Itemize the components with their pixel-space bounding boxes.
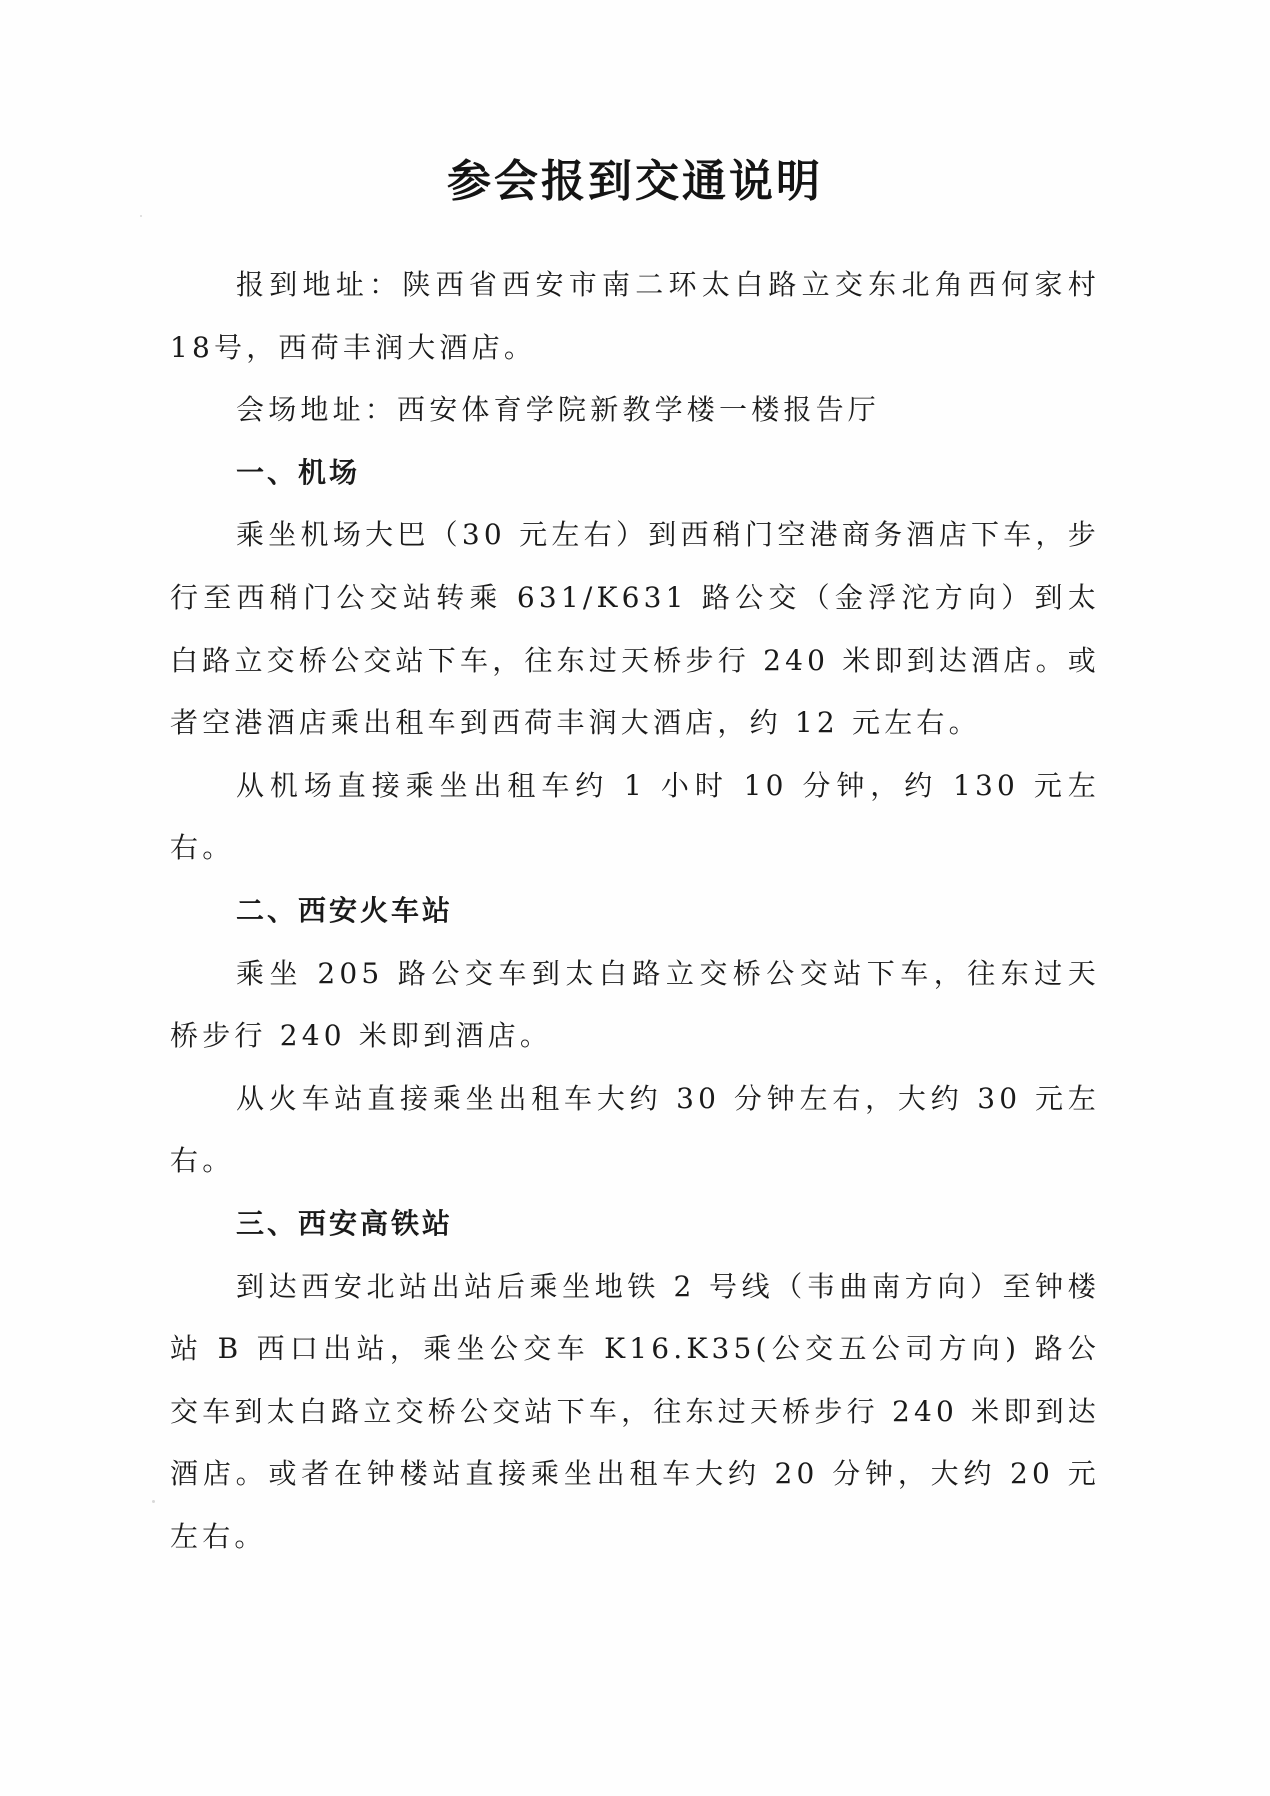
paragraph-railway-taxi: 从火车站直接乘坐出租车大约 30 分钟左右，大约 30 元左右。 bbox=[170, 1081, 1100, 1178]
document-body bbox=[170, 254, 1100, 1568]
scan-speck bbox=[152, 1500, 155, 1503]
section-heading-high-speed-rail: 三、西安高铁站 bbox=[236, 1206, 454, 1240]
paragraph-registration-address: 报到地址：陕西省西安市南二环太白路立交东北角西何家村18号，西荷丰润大酒店。 bbox=[170, 268, 1100, 364]
section-heading-airport: 一、机场 bbox=[236, 455, 361, 489]
paragraph-venue-address: 会场地址：西安体育学院新教学楼一楼报告厅 bbox=[236, 393, 881, 427]
paragraph-airport-taxi: 从机场直接乘坐出租车约 1 小时 10 分钟，约 130 元左右。 bbox=[170, 768, 1100, 865]
paragraph-railway-bus: 乘坐 205 路公交车到太白路立交桥公交站下车，往东过天桥步行 240 米即到酒店。 bbox=[170, 956, 1100, 1053]
paragraph-high-speed-rail-route: 到达西安北站出站后乘坐地铁 2 号线（韦曲南方向）至钟楼站 B 西口出站，乘坐公交车 K16.K35(公交五公司方向) 路公交车到太白路立交桥公交站下车，往东过天桥步行 240 米即到达酒店。或者在钟楼站直接乘坐出租车大约 20 分钟，大约 20 元左右。 bbox=[170, 1269, 1100, 1553]
section-heading-railway-station: 二、西安火车站 bbox=[236, 893, 454, 927]
document-title: 参会报到交通说明 bbox=[447, 156, 823, 207]
paragraph-airport-bus: 乘坐机场大巴（30 元左右）到西稍门空港商务酒店下车，步行至西稍门公交站转乘 631/K631 路公交（金浮沱方向）到太白路立交桥公交站下车，往东过天桥步行 240 米即到达酒店。或者空港酒店乘出租车到西荷丰润大酒店，约 12 元左右。 bbox=[170, 518, 1100, 740]
scan-speck bbox=[140, 215, 142, 217]
